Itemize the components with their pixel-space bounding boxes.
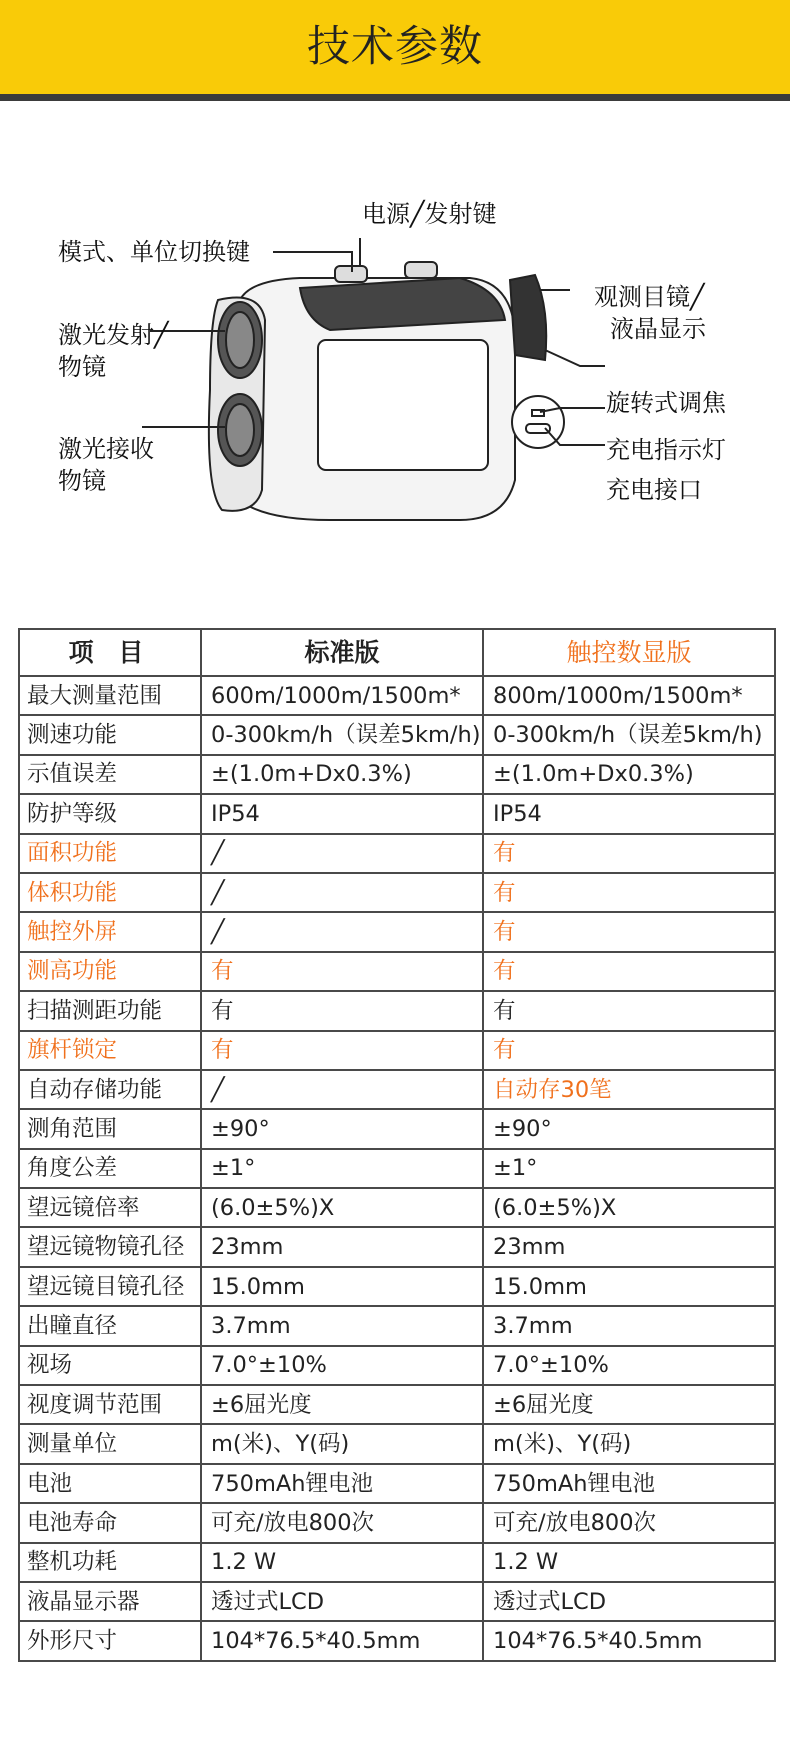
standard-cell: ±90° [201, 1109, 483, 1148]
table-header-row [19, 629, 775, 676]
touch-cell: 1.2 W [483, 1543, 775, 1582]
table-row [19, 1267, 775, 1306]
touch-cell: 7.0°±10% [483, 1346, 775, 1385]
touch-cell: 有 [483, 1031, 775, 1070]
standard-cell: ╱ [201, 912, 483, 951]
touch-cell: IP54 [483, 794, 775, 833]
item-cell: 扫描测距功能 [19, 991, 201, 1030]
table-row [19, 1188, 775, 1227]
standard-cell: 有 [201, 991, 483, 1030]
touch-cell: 透过式LCD [483, 1582, 775, 1621]
touch-cell: 23mm [483, 1227, 775, 1266]
table-row [19, 794, 775, 833]
table-row [19, 755, 775, 794]
table-row [19, 912, 775, 951]
touch-cell: 可充/放电800次 [483, 1503, 775, 1542]
item-cell: 电池寿命 [19, 1503, 201, 1542]
table-row [19, 1109, 775, 1148]
standard-cell: 3.7mm [201, 1306, 483, 1345]
item-cell: 望远镜目镜孔径 [19, 1267, 201, 1306]
standard-cell: 有 [201, 952, 483, 991]
item-cell: 示值误差 [19, 755, 201, 794]
touch-cell: ±(1.0m+Dx0.3%) [483, 755, 775, 794]
item-cell: 测高功能 [19, 952, 201, 991]
table-row [19, 1464, 775, 1503]
touch-cell: ±6屈光度 [483, 1385, 775, 1424]
touch-cell: 有 [483, 912, 775, 951]
table-row [19, 1346, 775, 1385]
touch-cell: m(米)、Y(码) [483, 1424, 775, 1463]
item-cell: 液晶显示器 [19, 1582, 201, 1621]
standard-cell: 600m/1000m/1500m* [201, 676, 483, 715]
callout-laser-emit-2: 物镜 [58, 353, 106, 381]
standard-cell: (6.0±5%)X [201, 1188, 483, 1227]
header-touch: 触控数显版 [483, 629, 775, 676]
table-row [19, 1306, 775, 1345]
table-row [19, 1385, 775, 1424]
item-cell: 测速功能 [19, 715, 201, 754]
standard-cell: 750mAh锂电池 [201, 1464, 483, 1503]
standard-cell: ±(1.0m+Dx0.3%) [201, 755, 483, 794]
callout-rotary-focus: 旋转式调焦 [606, 389, 726, 417]
table-row [19, 1543, 775, 1582]
touch-cell: 有 [483, 952, 775, 991]
callout-mode-key: 模式、单位切换键 [58, 238, 250, 266]
callout-laser-emit: 激光发射╱ [58, 321, 169, 349]
item-cell: 整机功耗 [19, 1543, 201, 1582]
table-row [19, 834, 775, 873]
item-cell: 出瞳直径 [19, 1306, 201, 1345]
standard-cell: 0-300km/h（误差5km/h) [201, 715, 483, 754]
table-row [19, 1070, 775, 1109]
callout-power-key: 电源╱发射键 [362, 200, 497, 228]
table-row [19, 991, 775, 1030]
standard-cell: 1.2 W [201, 1543, 483, 1582]
touch-cell: 800m/1000m/1500m* [483, 676, 775, 715]
touch-cell: 自动存30笔 [483, 1070, 775, 1109]
table-row [19, 1227, 775, 1266]
table-row [19, 715, 775, 754]
item-cell: 外形尺寸 [19, 1621, 201, 1660]
callout-charge-port: 充电接口 [606, 476, 702, 504]
item-cell: 自动存储功能 [19, 1070, 201, 1109]
standard-cell: ±6屈光度 [201, 1385, 483, 1424]
item-cell: 触控外屏 [19, 912, 201, 951]
table-row [19, 1424, 775, 1463]
callout-laser-recv-2: 物镜 [58, 467, 106, 495]
standard-cell: 7.0°±10% [201, 1346, 483, 1385]
item-cell: 视度调节范围 [19, 1385, 201, 1424]
touch-cell: 750mAh锂电池 [483, 1464, 775, 1503]
callout-eyepiece: 观测目镜╱ [594, 283, 705, 311]
standard-cell: m(米)、Y(码) [201, 1424, 483, 1463]
item-cell: 望远镜物镜孔径 [19, 1227, 201, 1266]
item-cell: 望远镜倍率 [19, 1188, 201, 1227]
callout-lcd: 液晶显示 [610, 315, 706, 343]
standard-cell: 可充/放电800次 [201, 1503, 483, 1542]
touch-cell: 15.0mm [483, 1267, 775, 1306]
table-row [19, 1149, 775, 1188]
standard-cell: 有 [201, 1031, 483, 1070]
table-row [19, 1031, 775, 1070]
page-title: 技术参数 [307, 22, 483, 72]
header-divider [0, 94, 790, 101]
callout-charge-led: 充电指示灯 [606, 436, 726, 464]
table-row [19, 873, 775, 912]
item-cell: 电池 [19, 1464, 201, 1503]
table-row [19, 1582, 775, 1621]
standard-cell: 104*76.5*40.5mm [201, 1621, 483, 1660]
touch-cell: 有 [483, 873, 775, 912]
item-cell: 体积功能 [19, 873, 201, 912]
standard-cell: ╱ [201, 873, 483, 912]
item-cell: 防护等级 [19, 794, 201, 833]
item-cell: 最大测量范围 [19, 676, 201, 715]
table-row [19, 1503, 775, 1542]
table-row [19, 676, 775, 715]
touch-cell: ±90° [483, 1109, 775, 1148]
touch-cell: (6.0±5%)X [483, 1188, 775, 1227]
item-cell: 旗杆锁定 [19, 1031, 201, 1070]
callout-laser-recv: 激光接收 [58, 435, 154, 463]
item-cell: 视场 [19, 1346, 201, 1385]
spec-table [18, 628, 776, 1662]
item-cell: 测角范围 [19, 1109, 201, 1148]
table-row [19, 1621, 775, 1660]
touch-cell: ±1° [483, 1149, 775, 1188]
touch-cell: 有 [483, 834, 775, 873]
item-cell: 测量单位 [19, 1424, 201, 1463]
standard-cell: ╱ [201, 1070, 483, 1109]
touch-cell: 0-300km/h（误差5km/h) [483, 715, 775, 754]
header-standard: 标准版 [201, 629, 483, 676]
standard-cell: IP54 [201, 794, 483, 833]
touch-cell: 有 [483, 991, 775, 1030]
item-cell: 角度公差 [19, 1149, 201, 1188]
table-row [19, 952, 775, 991]
touch-cell: 104*76.5*40.5mm [483, 1621, 775, 1660]
standard-cell: 15.0mm [201, 1267, 483, 1306]
standard-cell: ±1° [201, 1149, 483, 1188]
standard-cell: ╱ [201, 834, 483, 873]
standard-cell: 透过式LCD [201, 1582, 483, 1621]
header-item: 项 目 [19, 629, 201, 676]
standard-cell: 23mm [201, 1227, 483, 1266]
item-cell: 面积功能 [19, 834, 201, 873]
touch-cell: 3.7mm [483, 1306, 775, 1345]
